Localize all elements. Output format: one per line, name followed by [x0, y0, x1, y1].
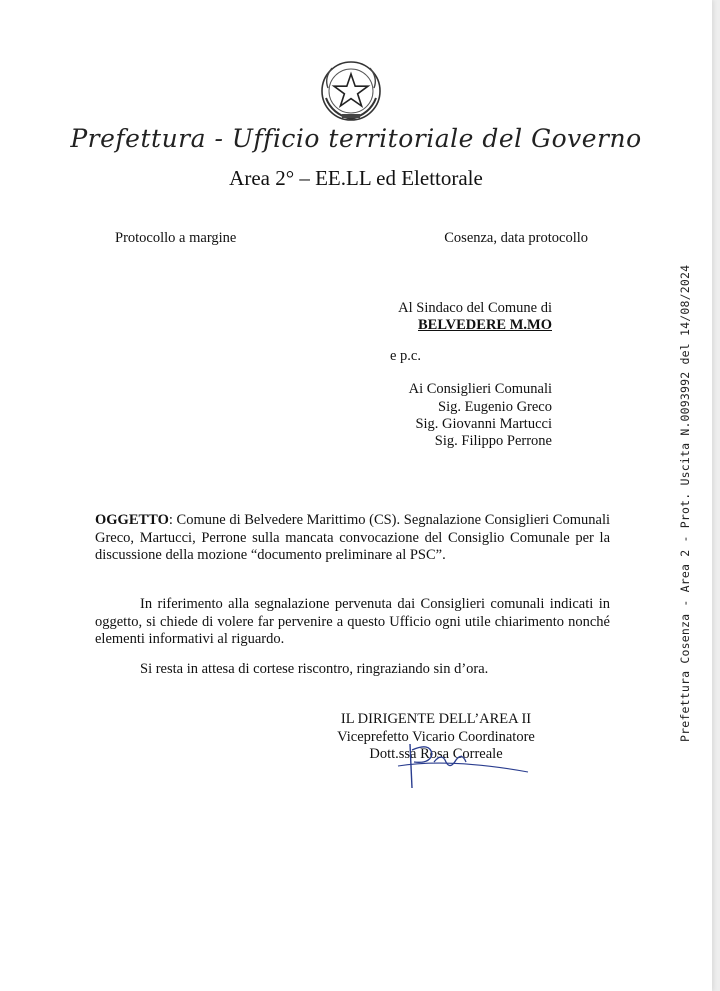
cc-recipient: Sig. Giovanni Martucci — [415, 416, 552, 432]
signatory-name: Dott.ssa Rosa Correale — [369, 746, 503, 762]
recipient-line: Al Sindaco del Comune di — [398, 300, 552, 316]
protocol-stamp: Prefettura Cosenza - Area 2 - Prot. Uscita N.0093992 del 14/08/2024 — [678, 264, 692, 742]
cc-recipient: Sig. Eugenio Greco — [438, 399, 552, 415]
office-area: Area 2° – EE.LL ed Elettorale — [229, 166, 483, 190]
subject-paragraph — [95, 512, 610, 565]
subject-text: : Comune di Belvedere Marittimo (CS). Segnalazione Consiglieri Comunali Greco, Martucci, Perrone sulla mancata convocazione del Consiglio Comunale per la discussione della mozione “documento preliminare al PSC”. — [95, 512, 610, 563]
handwritten-signature-icon — [390, 740, 530, 790]
italian-republic-emblem-icon — [318, 58, 384, 124]
cc-label: e p.c. — [390, 348, 421, 364]
body-paragraph: In riferimento alla segnalazione pervenuta dai Consiglieri comunali indicati in oggetto, si chiede di volere far pervenire a questo Ufficio ogni utile chiarimento nonché elementi informativi al riguardo. — [95, 596, 610, 647]
recipient-comune: BELVEDERE M.MO — [417, 317, 552, 333]
place-date: Cosenza, data protocollo — [444, 230, 588, 246]
cc-recipient: Sig. Filippo Perrone — [434, 433, 552, 449]
protocol-margin: Protocollo a margine — [115, 230, 237, 246]
issuing-authority: Prefettura - Ufficio territoriale del Governo — [70, 124, 642, 153]
closing-paragraph: Si resta in attesa di cortese riscontro, ringraziando sin d’ora. — [140, 661, 489, 677]
cc-title: Ai Consiglieri Comunali — [408, 381, 552, 397]
subject-label: OGGETTO — [95, 512, 169, 528]
signatory-role: Viceprefetto Vicario Coordinatore — [337, 729, 535, 745]
signatory-title: IL DIRIGENTE DELL’AREA II — [340, 711, 532, 727]
